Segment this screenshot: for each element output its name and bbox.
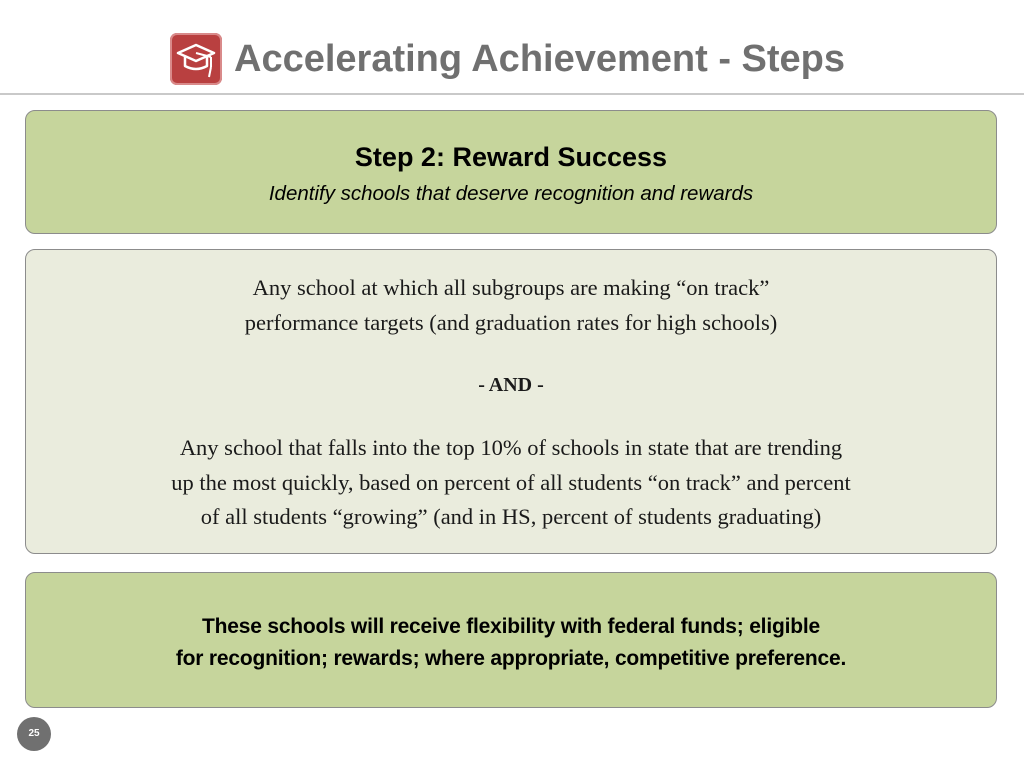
graduation-cap-icon	[170, 33, 222, 85]
criterion-top-growth-line: of all students “growing” (and in HS, percent of students graduating)	[200, 504, 822, 529]
header-divider	[0, 93, 1024, 95]
criterion-top-growth	[26, 431, 996, 535]
outcome-box	[25, 572, 997, 708]
and-connector: - AND -	[478, 374, 544, 396]
step-box	[25, 110, 997, 234]
step-subtitle: Identify schools that deserve recognition and rewards	[268, 182, 754, 205]
slide-header	[0, 0, 1024, 94]
criterion-on-track-line: performance targets (and graduation rates for high schools)	[244, 309, 778, 335]
step-title: Step 2: Reward Success	[354, 142, 668, 172]
criteria-box	[25, 249, 997, 554]
outcome-line: for recognition; rewards; where appropriate, competitive preference.	[175, 647, 847, 670]
criterion-on-track-line: Any school at which all subgroups are making “on track”	[252, 275, 770, 300]
criterion-on-track	[26, 271, 996, 340]
slide-title: Accelerating Achievement - Steps	[234, 38, 846, 80]
criterion-top-growth-line: up the most quickly, based on percent of all students “on track” and percent	[171, 469, 851, 495]
outcome-text	[26, 611, 996, 675]
page-number: 25	[17, 717, 51, 751]
outcome-line: These schools will receive flexibility with federal funds; eligible	[202, 615, 820, 638]
criterion-top-growth-line: Any school that falls into the top 10% of schools in state that are trending	[179, 435, 843, 460]
